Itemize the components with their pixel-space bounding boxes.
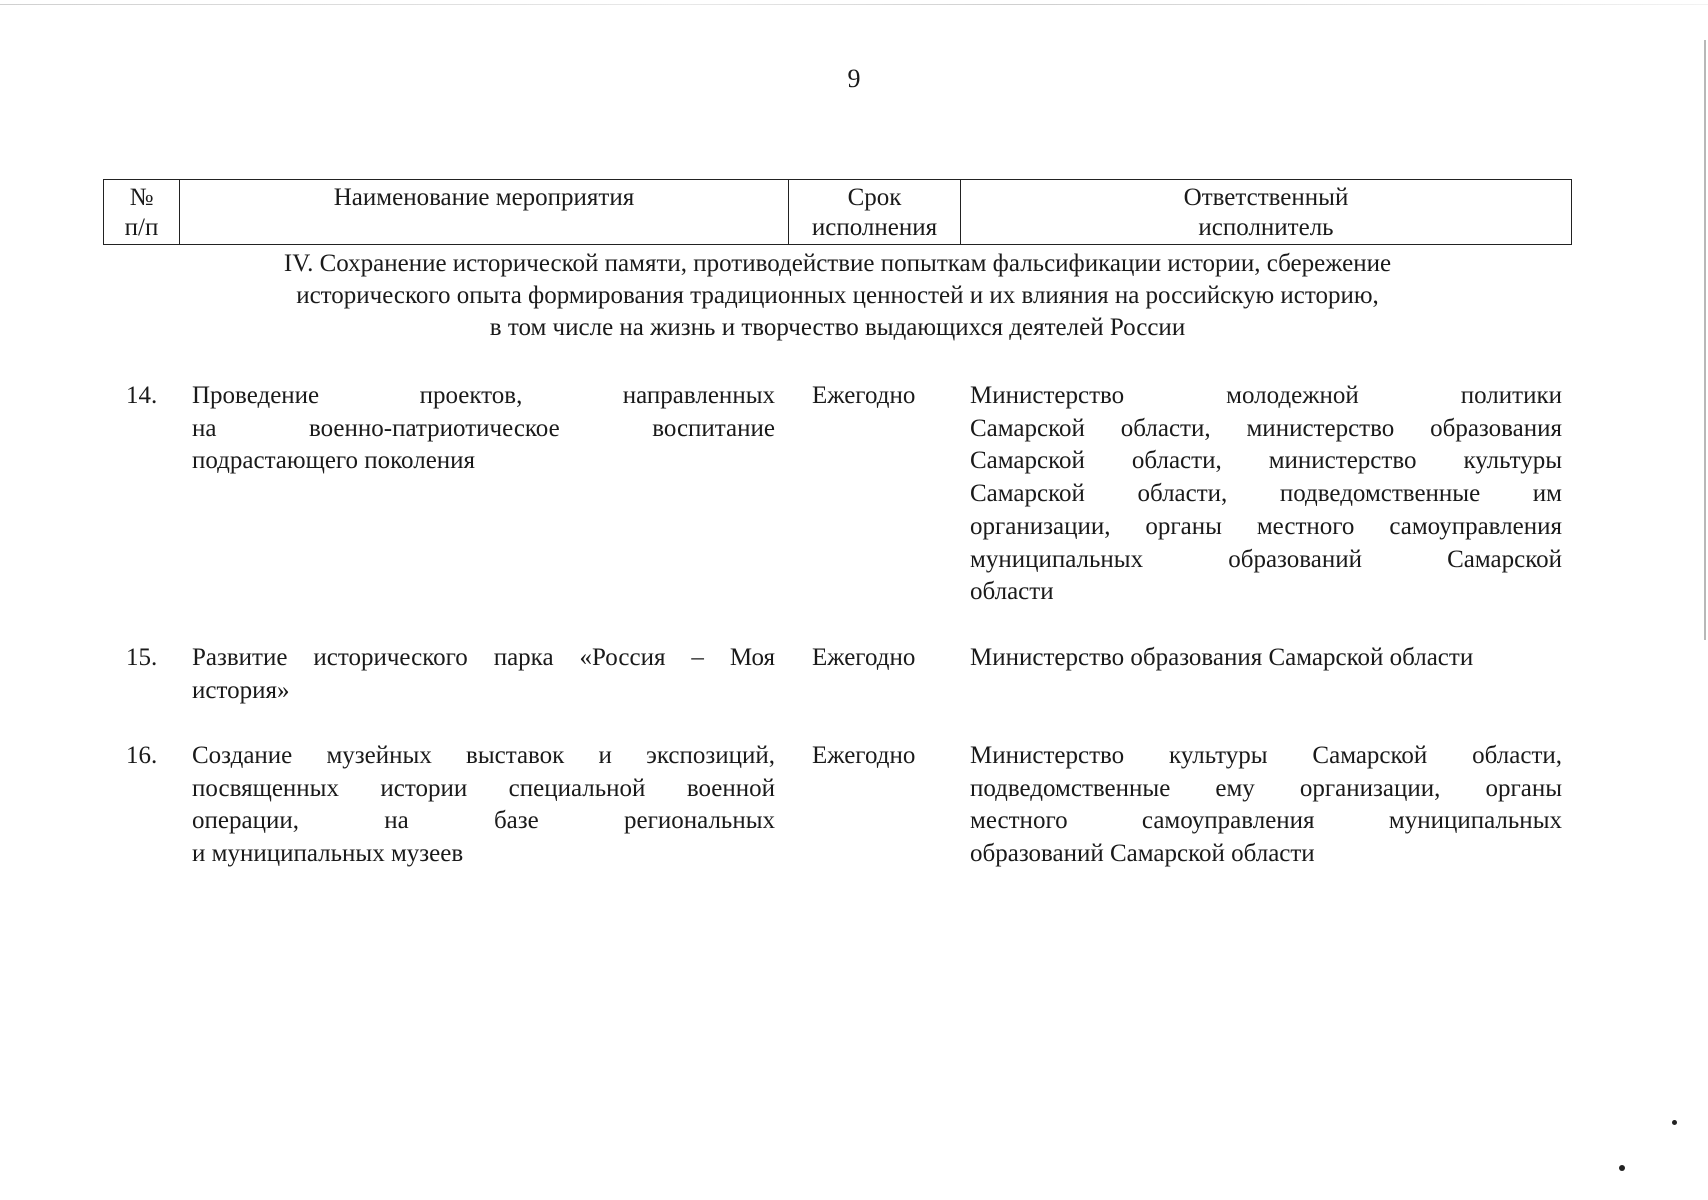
row-responsible [970, 380, 1562, 609]
header-text: № [129, 184, 154, 211]
section-heading-line: IV. Сохранение исторической памяти, противодействие попыткам фальсификации истории, сбережение [283, 250, 1392, 277]
row-responsible [970, 740, 1562, 871]
table-header [103, 179, 1572, 245]
scan-edge-right [1704, 40, 1706, 640]
section-heading-line: в том числе на жизнь и творчество выдающихся деятелей России [489, 314, 1186, 341]
section-heading [103, 248, 1572, 344]
row-responsible-line: муниципальных образований Самарской [970, 545, 1562, 573]
scan-edge-top [0, 4, 1708, 5]
row-name-line: подрастающего поколения [192, 447, 476, 475]
row-responsible-line: образований Самарской области [970, 840, 1315, 868]
header-cell-responsible [961, 180, 1571, 244]
row-name-line: операции, на базе региональных [192, 807, 775, 835]
header-text: Срок [847, 184, 902, 211]
row-name-line: история» [192, 676, 290, 704]
row-responsible-line: Самарской области, подведомственные им [970, 480, 1562, 508]
header-cell-number [104, 180, 180, 244]
scan-speck [1619, 1165, 1625, 1171]
header-text: исполнения [811, 214, 938, 241]
header-text: п/п [124, 214, 159, 241]
row-term: Ежегодно [812, 742, 916, 769]
header-cell-term [789, 180, 961, 244]
row-responsible-line: Самарской области, министерство образования [970, 414, 1562, 442]
row-name [192, 642, 775, 707]
row-responsible-line: Министерство культуры Самарской области, [970, 742, 1562, 769]
row-name-line: на военно-патриотическое воспитание [192, 414, 775, 442]
row-name [192, 380, 775, 478]
row-term: Ежегодно [812, 644, 916, 671]
row-name-line: посвященных истории специальной военной [192, 774, 775, 802]
row-responsible-line: области [970, 578, 1054, 606]
row-term: Ежегодно [812, 382, 916, 409]
row-responsible-line: подведомственные ему организации, органы [970, 774, 1562, 802]
header-text: исполнитель [1198, 214, 1334, 241]
row-responsible [970, 642, 1562, 675]
scan-speck [1672, 1120, 1677, 1125]
header-text: Ответственный [1183, 184, 1349, 211]
row-name-line: Проведение проектов, направленных [192, 382, 775, 409]
page-number: 9 [847, 64, 861, 93]
row-number: 15. [126, 644, 158, 671]
row-responsible-line: местного самоуправления муниципальных [970, 807, 1562, 835]
row-number: 16. [126, 742, 158, 769]
row-name-line: и муниципальных музеев [192, 840, 464, 868]
row-number: 14. [126, 382, 158, 409]
row-responsible-line: организации, органы местного самоуправления [970, 512, 1562, 540]
row-responsible-line: Министерство молодежной политики [970, 382, 1562, 409]
header-text: Наименование мероприятия [333, 184, 635, 211]
header-cell-name [180, 180, 789, 244]
row-responsible-line: Министерство образования Самарской области [970, 644, 1474, 671]
row-name [192, 740, 775, 871]
row-responsible-line: Самарской области, министерство культуры [970, 447, 1562, 475]
section-heading-line: исторического опыта формирования традиционных ценностей и их влияния на российскую историю, [296, 282, 1379, 309]
row-name-line: Создание музейных выставок и экспозиций, [192, 742, 775, 769]
row-name-line: Развитие исторического парка «Россия – Моя [192, 644, 775, 671]
